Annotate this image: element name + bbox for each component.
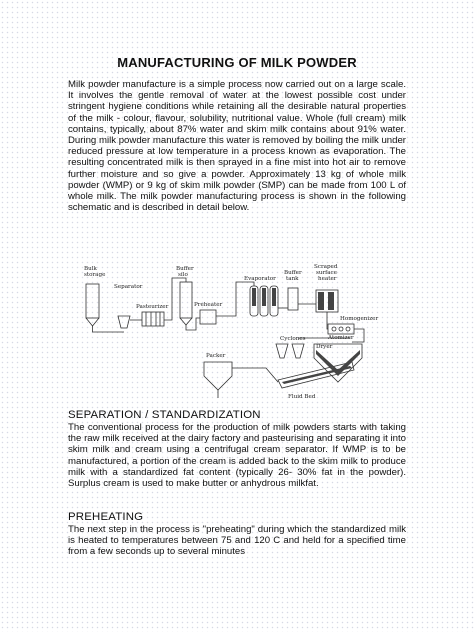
section-heading-separation: SEPARATION / STANDARDIZATION bbox=[68, 409, 261, 421]
label-cyclones: Cyclones bbox=[280, 336, 306, 342]
bulk-storage-silo bbox=[86, 284, 99, 318]
buffer-silo-tank bbox=[180, 282, 192, 318]
label-preheater: Preheater bbox=[194, 302, 223, 308]
intro-paragraph: Milk powder manufacture is a simple process now carried out on a large scale. It involves the gentle removal of water at the lowest possible cost under stringent hygiene conditions while retaining all the desirable natural properties of the milk - colour, flavour, solubility, nutritional value. Whole (full cream) milk contains, typically, about 87% water and skim milk contains about 91% water. During milk powder manufacture this water is removed by boiling the milk under reduced pressure at low temperature in a process known as evaporation. The resulting concentrated milk is then sprayed in a fine mist into hot air to remove further moisture and so give a powder. Approximately 13 kg of whole milk powder (WMP) or 9 kg of skim milk powder (SMP) can be made from 100 L of whole milk. The milk powder manufacturing process is shown in the following schematic and is described in detail below. bbox=[68, 79, 406, 214]
label-buffer-tank: Buffer tank bbox=[284, 270, 302, 282]
separator-unit bbox=[118, 316, 130, 328]
packer-hopper bbox=[204, 362, 232, 390]
process-schematic bbox=[66, 258, 411, 408]
buffer-tank-vessel bbox=[288, 288, 298, 310]
label-separator: Separator bbox=[114, 284, 143, 290]
label-evaporator: Evaporator bbox=[244, 276, 276, 282]
pasteurizer-unit bbox=[142, 312, 164, 326]
section-heading-preheating: PREHEATING bbox=[68, 511, 144, 523]
label-packer: Packer bbox=[206, 353, 226, 359]
label-scraped-surface-heater: Scraped surface heater bbox=[314, 264, 338, 282]
section-paragraph-separation: The conventional process for the production of milk powders starts with taking the raw milk received at the dairy factory and pasteurising and separating it into skim milk and cream using a centrifugal cream separator. If WMP is to be manufactured, a portion of the cream is added back to the skim milk to produce milk with a standardized fat content (typically 26- 30% fat in the powder). Surplus cream is used to make butter or anhydrous milkfat. bbox=[68, 422, 406, 490]
label-atomizer: Atomizer bbox=[328, 335, 354, 341]
label-pasteurizer: Pasteurizer bbox=[136, 304, 169, 310]
label-fluid-bed: Fluid Bed bbox=[288, 394, 316, 400]
preheater-unit bbox=[200, 310, 216, 324]
label-homogenizer: Homogenizer bbox=[340, 316, 379, 322]
label-dryer: Dryer bbox=[316, 344, 333, 350]
label-bulk-storage: Bulk storage bbox=[84, 266, 106, 278]
section-paragraph-preheating: The next step in the process is "preheating" during which the standardized milk is heated to temperatures between 75 and 120 C and held for a specified time from a few seconds up to several minutes bbox=[68, 524, 406, 558]
label-buffer-silo: Buffer silo bbox=[176, 266, 194, 278]
document-title: MANUFACTURING OF MILK POWDER bbox=[117, 55, 357, 70]
